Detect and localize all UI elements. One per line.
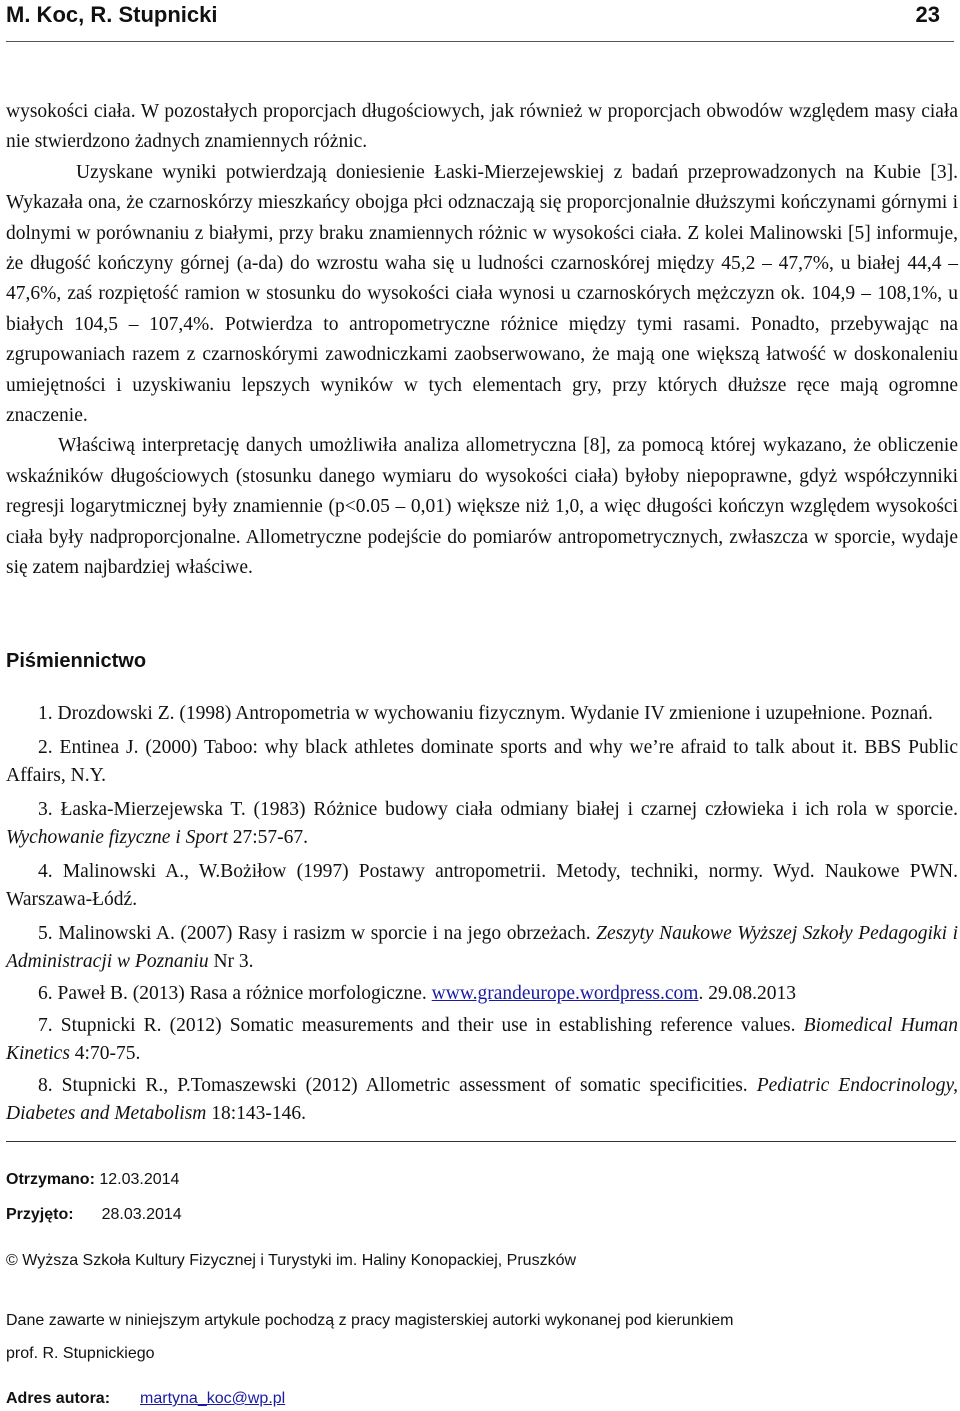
accepted-label: Przyjęto: <box>6 1206 74 1223</box>
reference-text: 8. Stupnicki R., P.Tomaszewski (2012) Allometric assessment of somatic specificities. <box>38 1075 757 1096</box>
header-authors: M. Koc, R. Stupnicki <box>6 2 218 27</box>
reference-tail: . 29.08.2013 <box>698 983 796 1004</box>
references-heading: Piśmiennictwo <box>6 650 147 672</box>
paragraph-2: Uzyskane wyniki potwierdzają doniesienie Łaski-Mierzejewskiej z badań przeprowadzonych na Kubie [3]. Wykazała ona, że czarnoskórzy mieszkańcy obojga płci odznaczają się proporcjonalnie dłuższymi kończynami górnymi i dolnymi w porównaniu z białymi, przy braku znamiennych różnic w wysokości ciała. Z kolei Malinowski [5] informuje, że długość kończyny górnej (a-da) do wzrostu waha się u ludności czarnoskórej między 45,2 – 47,7%, u białej 44,4 – 47,6%, zaś rozpiętość ramion w stosunku do wysokości ciała wynosi u czarnoskórych mężczyzn ok. 104,9 – 108,1%, u białych 104,5 – 107,4%. Potwierdza to antropometryczne różnice między tymi rasami. Ponadto, przebywając na zgrupowaniach razem z czarnoskórymi zawodniczkami zaobserwowano, że mają one większą łatwość w doskonaleniu umiejętności i uzyskiwaniu lepszych wyników w tych elementach gry, przy których dłuższe ręce mają ogromne znaczenie. <box>6 161 958 427</box>
paragraph-1: wysokości ciała. W pozostałych proporcjach długościowych, jak również w proporcjach obwodów względem masy ciała nie stwierdzono żadnych znamiennych różnic. <box>6 101 958 153</box>
reference-item <box>6 796 958 852</box>
reference-item <box>6 1072 958 1128</box>
reference-text: 7. Stupnicki R. (2012) Somatic measurements and their use in establishing reference values. <box>38 1015 804 1036</box>
running-header <box>6 0 948 30</box>
received-label: Otrzymano: <box>6 1171 95 1188</box>
copyright-line: © Wyższa Szkoła Kultury Fizycznej i Turystyki im. Haliny Konopackiej, Pruszków <box>6 1252 577 1269</box>
received-line <box>6 1170 946 1190</box>
reference-tail: 4:70-75. <box>69 1043 141 1064</box>
reference-item <box>6 1012 958 1068</box>
reference-tail: 18:143-146. <box>206 1103 307 1124</box>
reference-text: 5. Malinowski A. (2007) Rasy i rasizm w sporcie i na jego obrzeżach. <box>38 923 597 944</box>
paragraph-3: Właściwą interpretację danych umożliwiła analiza allometryczna [8], za pomocą której wykazano, że obliczenie wskaźników długościowych (stosunku danego wymiaru do wysokości ciała) byłoby niepoprawne, gdyż współczynniki regresji logarytmicznej były znamiennie (p<0.05 – 0,01) większe niż 1,0, a więc długości kończyn względem wysokości ciała były nadproporcjonalne. Allometryczne podejście do pomiarów antropometrycznych, zwłaszcza w sporcie, wydaje się zatem najbardziej właściwe. <box>6 435 958 579</box>
reference-text: 3. Łaska-Mierzejewska T. (1983) Różnice budowy ciała odmiany białej i czarnej człowieka i ich rola w sporcie. <box>38 799 958 820</box>
reference-item: 4. Malinowski A., W.Bożiłow (1997) Postawy antropometrii. Metody, techniki, normy. Wyd. Naukowe PWN. Warszawa-Łódź. <box>6 861 958 910</box>
received-date: 12.03.2014 <box>99 1171 180 1188</box>
address-label: Adres autora: <box>6 1390 111 1407</box>
reference-tail: 27:57-67. <box>227 827 309 848</box>
reference-journal: Pediatric Endocrinology, Diabetes and Metabolism <box>6 1075 958 1124</box>
reference-item <box>6 980 958 1008</box>
reference-journal: Zeszyty Naukowe Wyższej Szkoły Pedagogiki i Administracji w Poznaniu <box>6 923 958 972</box>
author-email-link[interactable]: martyna_koc@wp.pl <box>140 1390 286 1407</box>
footer-divider <box>6 1141 956 1142</box>
reference-item <box>6 920 958 976</box>
reference-journal: Biomedical Human Kinetics <box>6 1015 958 1064</box>
reference-item: 2. Entinea J. (2000) Taboo: why black athletes dominate sports and why we’re afraid to talk about it. BBS Public Affairs, N.Y. <box>6 737 958 786</box>
author-address-line <box>6 1389 946 1409</box>
page-number: 23 <box>915 2 940 27</box>
reference-tail: Nr 3. <box>208 951 254 972</box>
body-text <box>6 97 958 584</box>
thesis-supervisor: prof. R. Stupnickiego <box>6 1345 155 1362</box>
header-divider <box>6 41 954 42</box>
accepted-date: 28.03.2014 <box>101 1206 182 1223</box>
reference-text: 6. Paweł B. (2013) Rasa a różnice morfologiczne. <box>38 983 432 1004</box>
thesis-note: Dane zawarte w niniejszym artykule pochodzą z pracy magisterskiej autorki wykonanej pod kierunkiem <box>6 1312 734 1329</box>
references-list <box>6 700 958 1128</box>
reference-item: 1. Drozdowski Z. (1998) Antropometria w wychowaniu fizycznym. Wydanie IV zmienione i uzupełnione. Poznań. <box>38 703 933 724</box>
reference-journal: Wychowanie fizyczne i Sport <box>6 827 228 848</box>
accepted-line <box>6 1205 946 1225</box>
reference-link[interactable]: www.grandeurope.wordpress.com <box>431 983 699 1004</box>
